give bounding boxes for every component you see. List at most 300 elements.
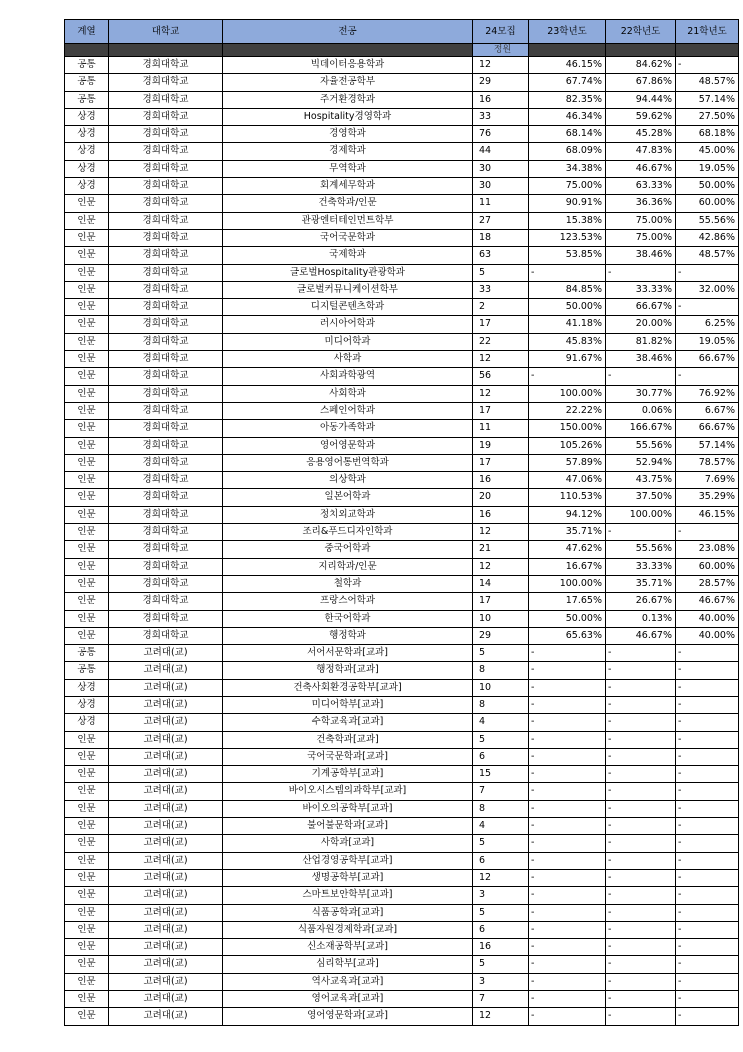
cell-quota: 21 xyxy=(473,541,529,558)
cell-quota: 19 xyxy=(473,437,529,454)
cell-quota: 20 xyxy=(473,489,529,506)
cell-rate-21: - xyxy=(676,800,739,817)
table-row xyxy=(65,1008,739,1025)
cell-rate-21: 76.92% xyxy=(676,385,739,402)
cell-field: 인문 xyxy=(65,783,109,800)
cell-rate-21: - xyxy=(676,714,739,731)
table-row xyxy=(65,91,739,108)
cell-university: 고려대(교) xyxy=(109,679,223,696)
cell-major: 프랑스어학과 xyxy=(223,593,473,610)
cell-major: 경영학과 xyxy=(223,126,473,143)
cell-rate-21: - xyxy=(676,887,739,904)
cell-rate-23: - xyxy=(529,783,606,800)
cell-university: 고려대(교) xyxy=(109,835,223,852)
cell-quota: 76 xyxy=(473,126,529,143)
cell-major: 무역학과 xyxy=(223,160,473,177)
table-row xyxy=(65,869,739,886)
cell-rate-21: - xyxy=(676,679,739,696)
cell-rate-23: 123.53% xyxy=(529,229,606,246)
cell-rate-22: 52.94% xyxy=(606,454,676,471)
cell-rate-23: - xyxy=(529,939,606,956)
cell-rate-23: - xyxy=(529,973,606,990)
cell-rate-22: - xyxy=(606,662,676,679)
table-row xyxy=(65,212,739,229)
cell-rate-22: 46.67% xyxy=(606,160,676,177)
cell-university: 고려대(교) xyxy=(109,852,223,869)
cell-field: 인문 xyxy=(65,593,109,610)
cell-rate-23: 150.00% xyxy=(529,420,606,437)
cell-rate-23: 84.85% xyxy=(529,281,606,298)
cell-field: 인문 xyxy=(65,731,109,748)
cell-rate-21: - xyxy=(676,524,739,541)
table-row xyxy=(65,506,739,523)
cell-field: 공통 xyxy=(65,662,109,679)
cell-rate-21: 78.57% xyxy=(676,454,739,471)
cell-field: 인문 xyxy=(65,748,109,765)
cell-university: 고려대(교) xyxy=(109,939,223,956)
cell-major: 국제학과 xyxy=(223,247,473,264)
cell-rate-22: 38.46% xyxy=(606,351,676,368)
cell-rate-22: 75.00% xyxy=(606,212,676,229)
cell-quota: 30 xyxy=(473,160,529,177)
cell-quota: 7 xyxy=(473,783,529,800)
cell-rate-21: - xyxy=(676,818,739,835)
cell-major: 일본어학과 xyxy=(223,489,473,506)
cell-field: 인문 xyxy=(65,541,109,558)
cell-university: 고려대(교) xyxy=(109,748,223,765)
header-field: 계열 xyxy=(65,20,109,44)
cell-field: 상경 xyxy=(65,143,109,160)
table-row xyxy=(65,74,739,91)
cell-quota: 27 xyxy=(473,212,529,229)
cell-field: 인문 xyxy=(65,420,109,437)
header-sub-blank xyxy=(529,44,606,57)
cell-rate-22: - xyxy=(606,904,676,921)
cell-rate-23: - xyxy=(529,766,606,783)
cell-major: 아동가족학과 xyxy=(223,420,473,437)
table-body xyxy=(65,57,739,1026)
cell-quota: 7 xyxy=(473,991,529,1008)
cell-university: 고려대(교) xyxy=(109,662,223,679)
cell-quota: 3 xyxy=(473,973,529,990)
cell-university: 경희대학교 xyxy=(109,281,223,298)
cell-field: 인문 xyxy=(65,195,109,212)
cell-rate-22: - xyxy=(606,748,676,765)
header-sub-blank xyxy=(109,44,223,57)
cell-major: 스페인어학과 xyxy=(223,402,473,419)
cell-quota: 4 xyxy=(473,818,529,835)
cell-rate-22: 33.33% xyxy=(606,281,676,298)
cell-rate-23: - xyxy=(529,645,606,662)
cell-field: 인문 xyxy=(65,973,109,990)
cell-university: 경희대학교 xyxy=(109,74,223,91)
table-row xyxy=(65,524,739,541)
cell-rate-21: 45.00% xyxy=(676,143,739,160)
cell-rate-23: 46.15% xyxy=(529,57,606,74)
cell-major: 식품공학과[교과] xyxy=(223,904,473,921)
cell-rate-23: - xyxy=(529,835,606,852)
cell-rate-22: 94.44% xyxy=(606,91,676,108)
cell-major: 행정학과 xyxy=(223,627,473,644)
table-row xyxy=(65,437,739,454)
cell-rate-22: 84.62% xyxy=(606,57,676,74)
table-row xyxy=(65,558,739,575)
cell-university: 경희대학교 xyxy=(109,351,223,368)
cell-university: 경희대학교 xyxy=(109,610,223,627)
header-rate-21: 21학년도 xyxy=(676,20,739,44)
cell-quota: 30 xyxy=(473,178,529,195)
cell-field: 인문 xyxy=(65,524,109,541)
table-row xyxy=(65,956,739,973)
cell-quota: 10 xyxy=(473,679,529,696)
cell-major: 역사교육과[교과] xyxy=(223,973,473,990)
cell-field: 인문 xyxy=(65,766,109,783)
cell-university: 고려대(교) xyxy=(109,731,223,748)
table-row xyxy=(65,333,739,350)
cell-rate-21: - xyxy=(676,299,739,316)
cell-rate-22: - xyxy=(606,991,676,1008)
cell-quota: 44 xyxy=(473,143,529,160)
cell-university: 고려대(교) xyxy=(109,645,223,662)
cell-university: 고려대(교) xyxy=(109,1008,223,1025)
header-rate-22: 22학년도 xyxy=(606,20,676,44)
cell-rate-21: 19.05% xyxy=(676,160,739,177)
cell-university: 경희대학교 xyxy=(109,437,223,454)
cell-university: 경희대학교 xyxy=(109,575,223,592)
cell-rate-23: 16.67% xyxy=(529,558,606,575)
header-sub-blank xyxy=(223,44,473,57)
cell-field: 상경 xyxy=(65,696,109,713)
cell-rate-21: - xyxy=(676,696,739,713)
cell-major: 국어국문학과[교과] xyxy=(223,748,473,765)
cell-quota: 18 xyxy=(473,229,529,246)
cell-rate-22: - xyxy=(606,956,676,973)
cell-rate-22: - xyxy=(606,766,676,783)
cell-quota: 16 xyxy=(473,506,529,523)
cell-quota: 15 xyxy=(473,766,529,783)
cell-rate-23: 41.18% xyxy=(529,316,606,333)
cell-rate-21: 60.00% xyxy=(676,558,739,575)
table-row xyxy=(65,575,739,592)
cell-rate-23: - xyxy=(529,731,606,748)
table-row xyxy=(65,281,739,298)
cell-field: 공통 xyxy=(65,74,109,91)
cell-university: 고려대(교) xyxy=(109,766,223,783)
table-row xyxy=(65,818,739,835)
table-row xyxy=(65,939,739,956)
cell-university: 경희대학교 xyxy=(109,299,223,316)
cell-rate-23: 57.89% xyxy=(529,454,606,471)
cell-quota: 5 xyxy=(473,835,529,852)
cell-rate-23: 91.67% xyxy=(529,351,606,368)
cell-field: 인문 xyxy=(65,558,109,575)
cell-rate-23: 50.00% xyxy=(529,610,606,627)
cell-rate-23: 50.00% xyxy=(529,299,606,316)
cell-university: 고려대(교) xyxy=(109,818,223,835)
cell-quota: 6 xyxy=(473,748,529,765)
cell-rate-21: 40.00% xyxy=(676,627,739,644)
cell-rate-23: - xyxy=(529,887,606,904)
cell-field: 인문 xyxy=(65,281,109,298)
cell-quota: 29 xyxy=(473,627,529,644)
cell-rate-22: 38.46% xyxy=(606,247,676,264)
cell-university: 경희대학교 xyxy=(109,489,223,506)
cell-field: 인문 xyxy=(65,385,109,402)
table-row xyxy=(65,160,739,177)
cell-university: 고려대(교) xyxy=(109,904,223,921)
cell-rate-21: - xyxy=(676,835,739,852)
cell-major: 글로벌Hospitality관광학과 xyxy=(223,264,473,281)
cell-university: 경희대학교 xyxy=(109,558,223,575)
cell-university: 고려대(교) xyxy=(109,869,223,886)
cell-rate-22: 66.67% xyxy=(606,299,676,316)
cell-quota: 12 xyxy=(473,351,529,368)
cell-major: 사회과학광역 xyxy=(223,368,473,385)
cell-rate-22: - xyxy=(606,731,676,748)
cell-field: 인문 xyxy=(65,264,109,281)
cell-field: 인문 xyxy=(65,316,109,333)
cell-rate-23: 46.34% xyxy=(529,108,606,125)
cell-major: 스마트보안학부[교과] xyxy=(223,887,473,904)
cell-rate-22: 46.67% xyxy=(606,627,676,644)
cell-quota: 17 xyxy=(473,402,529,419)
cell-university: 경희대학교 xyxy=(109,229,223,246)
cell-rate-22: 0.06% xyxy=(606,402,676,419)
cell-major: 철학과 xyxy=(223,575,473,592)
cell-university: 경희대학교 xyxy=(109,420,223,437)
cell-rate-21: - xyxy=(676,368,739,385)
cell-rate-22: - xyxy=(606,800,676,817)
cell-rate-23: 105.26% xyxy=(529,437,606,454)
cell-field: 인문 xyxy=(65,627,109,644)
cell-quota: 29 xyxy=(473,74,529,91)
cell-rate-21: 32.00% xyxy=(676,281,739,298)
cell-rate-23: - xyxy=(529,956,606,973)
cell-field: 인문 xyxy=(65,333,109,350)
cell-rate-21: - xyxy=(676,973,739,990)
cell-major: 바이오의공학부[교과] xyxy=(223,800,473,817)
cell-university: 경희대학교 xyxy=(109,195,223,212)
header-sub-blank xyxy=(676,44,739,57)
cell-rate-23: 15.38% xyxy=(529,212,606,229)
cell-field: 인문 xyxy=(65,229,109,246)
cell-rate-21: 6.25% xyxy=(676,316,739,333)
table-row xyxy=(65,593,739,610)
cell-rate-21: - xyxy=(676,57,739,74)
table-row xyxy=(65,904,739,921)
cell-field: 인문 xyxy=(65,299,109,316)
cell-rate-23: 47.06% xyxy=(529,472,606,489)
cell-quota: 8 xyxy=(473,662,529,679)
cell-major: 영어교육과[교과] xyxy=(223,991,473,1008)
cell-field: 공통 xyxy=(65,57,109,74)
cell-rate-22: 26.67% xyxy=(606,593,676,610)
cell-rate-22: - xyxy=(606,835,676,852)
table-row xyxy=(65,264,739,281)
cell-major: 사학과 xyxy=(223,351,473,368)
header-rate-23: 23학년도 xyxy=(529,20,606,44)
cell-university: 경희대학교 xyxy=(109,91,223,108)
cell-rate-21: - xyxy=(676,662,739,679)
cell-field: 상경 xyxy=(65,160,109,177)
cell-field: 상경 xyxy=(65,108,109,125)
table-row xyxy=(65,766,739,783)
cell-university: 고려대(교) xyxy=(109,696,223,713)
cell-rate-23: 75.00% xyxy=(529,178,606,195)
cell-field: 인문 xyxy=(65,610,109,627)
cell-rate-23: - xyxy=(529,800,606,817)
cell-rate-21: - xyxy=(676,852,739,869)
cell-rate-21: - xyxy=(676,939,739,956)
cell-rate-22: - xyxy=(606,714,676,731)
cell-major: 한국어학과 xyxy=(223,610,473,627)
cell-quota: 17 xyxy=(473,316,529,333)
cell-rate-22: 30.77% xyxy=(606,385,676,402)
cell-major: 건축학과[교과] xyxy=(223,731,473,748)
cell-rate-23: - xyxy=(529,921,606,938)
cell-major: 영어영문학과 xyxy=(223,437,473,454)
cell-field: 인문 xyxy=(65,852,109,869)
cell-quota: 6 xyxy=(473,852,529,869)
cell-field: 인문 xyxy=(65,506,109,523)
cell-major: 서어서문학과[교과] xyxy=(223,645,473,662)
table-row xyxy=(65,887,739,904)
cell-rate-22: - xyxy=(606,679,676,696)
cell-major: 지리학과/인문 xyxy=(223,558,473,575)
cell-rate-21: 68.18% xyxy=(676,126,739,143)
cell-university: 경희대학교 xyxy=(109,178,223,195)
header-quota: 24모집 xyxy=(473,20,529,44)
cell-university: 고려대(교) xyxy=(109,887,223,904)
cell-field: 인문 xyxy=(65,956,109,973)
cell-quota: 5 xyxy=(473,645,529,662)
table-row xyxy=(65,126,739,143)
cell-rate-22: 100.00% xyxy=(606,506,676,523)
cell-quota: 16 xyxy=(473,939,529,956)
cell-rate-22: - xyxy=(606,783,676,800)
cell-university: 경희대학교 xyxy=(109,247,223,264)
cell-quota: 12 xyxy=(473,524,529,541)
cell-rate-23: - xyxy=(529,679,606,696)
table-row xyxy=(65,714,739,731)
cell-rate-23: - xyxy=(529,714,606,731)
cell-rate-23: 68.14% xyxy=(529,126,606,143)
cell-major: 사회학과 xyxy=(223,385,473,402)
table-row xyxy=(65,247,739,264)
cell-rate-23: 68.09% xyxy=(529,143,606,160)
table-row xyxy=(65,731,739,748)
cell-rate-21: 57.14% xyxy=(676,91,739,108)
cell-field: 인문 xyxy=(65,247,109,264)
cell-quota: 14 xyxy=(473,575,529,592)
cell-major: 생명공학부[교과] xyxy=(223,869,473,886)
cell-quota: 33 xyxy=(473,108,529,125)
cell-university: 고려대(교) xyxy=(109,714,223,731)
header-sub-blank xyxy=(65,44,109,57)
cell-rate-22: - xyxy=(606,887,676,904)
cell-rate-22: - xyxy=(606,939,676,956)
table-row xyxy=(65,57,739,74)
cell-rate-22: - xyxy=(606,921,676,938)
cell-rate-22: - xyxy=(606,645,676,662)
cell-rate-21: 23.08% xyxy=(676,541,739,558)
cell-university: 경희대학교 xyxy=(109,126,223,143)
cell-rate-21: - xyxy=(676,783,739,800)
cell-field: 인문 xyxy=(65,212,109,229)
cell-rate-22: 33.33% xyxy=(606,558,676,575)
cell-major: 행정학과[교과] xyxy=(223,662,473,679)
cell-rate-23: - xyxy=(529,368,606,385)
cell-rate-21: 7.69% xyxy=(676,472,739,489)
cell-university: 경희대학교 xyxy=(109,160,223,177)
cell-major: 건축학과/인문 xyxy=(223,195,473,212)
cell-rate-22: 0.13% xyxy=(606,610,676,627)
cell-field: 인문 xyxy=(65,402,109,419)
cell-quota: 17 xyxy=(473,593,529,610)
cell-major: 빅데이터응용학과 xyxy=(223,57,473,74)
cell-field: 공통 xyxy=(65,645,109,662)
cell-rate-21: - xyxy=(676,766,739,783)
cell-rate-22: - xyxy=(606,524,676,541)
table-row xyxy=(65,662,739,679)
table-row xyxy=(65,783,739,800)
cell-rate-23: - xyxy=(529,991,606,1008)
cell-rate-23: 100.00% xyxy=(529,575,606,592)
cell-rate-23: 45.83% xyxy=(529,333,606,350)
cell-rate-21: - xyxy=(676,1008,739,1025)
table-row xyxy=(65,645,739,662)
header-quota-sub: 정원 xyxy=(473,44,529,57)
cell-quota: 12 xyxy=(473,57,529,74)
cell-field: 상경 xyxy=(65,126,109,143)
cell-quota: 3 xyxy=(473,887,529,904)
cell-quota: 12 xyxy=(473,1008,529,1025)
cell-rate-21: 40.00% xyxy=(676,610,739,627)
cell-rate-23: - xyxy=(529,818,606,835)
cell-rate-23: 67.74% xyxy=(529,74,606,91)
cell-major: 중국어학과 xyxy=(223,541,473,558)
cell-rate-21: - xyxy=(676,731,739,748)
table-row xyxy=(65,679,739,696)
cell-rate-21: - xyxy=(676,904,739,921)
cell-quota: 12 xyxy=(473,558,529,575)
cell-rate-22: 45.28% xyxy=(606,126,676,143)
header-row xyxy=(65,20,739,44)
cell-quota: 10 xyxy=(473,610,529,627)
table-row xyxy=(65,299,739,316)
cell-university: 고려대(교) xyxy=(109,783,223,800)
cell-university: 경희대학교 xyxy=(109,143,223,160)
cell-field: 인문 xyxy=(65,575,109,592)
cell-rate-22: 75.00% xyxy=(606,229,676,246)
table-row xyxy=(65,143,739,160)
cell-rate-23: - xyxy=(529,662,606,679)
cell-major: 자율전공학부 xyxy=(223,74,473,91)
cell-rate-21: 48.57% xyxy=(676,74,739,91)
table-row xyxy=(65,368,739,385)
cell-major: 디지털콘텐츠학과 xyxy=(223,299,473,316)
cell-rate-21: 66.67% xyxy=(676,420,739,437)
cell-quota: 22 xyxy=(473,333,529,350)
table-row xyxy=(65,541,739,558)
cell-quota: 8 xyxy=(473,696,529,713)
cell-major: 영어영문학과[교과] xyxy=(223,1008,473,1025)
table-row xyxy=(65,800,739,817)
cell-quota: 33 xyxy=(473,281,529,298)
cell-university: 경희대학교 xyxy=(109,472,223,489)
cell-major: 관광엔터테인먼트학부 xyxy=(223,212,473,229)
cell-rate-21: 6.67% xyxy=(676,402,739,419)
